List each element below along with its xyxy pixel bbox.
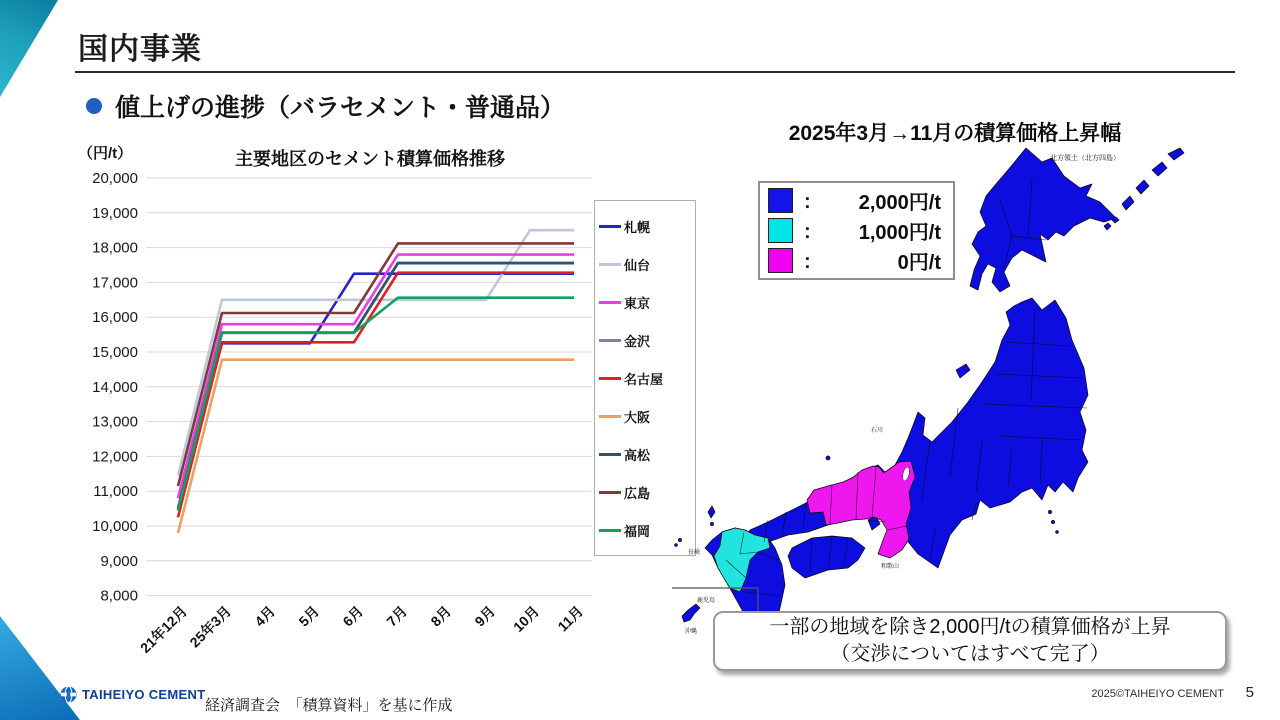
map-label-ishikawa: 石川 [870,428,884,434]
x-tick-label: 5月 [295,602,323,630]
y-tick-label: 15,000 [92,344,138,361]
y-tick-label: 19,000 [92,204,138,222]
legend-line-swatch [599,415,621,418]
map-legend-colon: ： [803,252,823,273]
copyright: 2025©TAIHEIYO CEMENT [1091,688,1224,700]
x-tick-label: 8月 [427,602,455,630]
title-divider [75,71,1235,73]
map-region-hokkaido [970,148,1116,292]
legend-line-swatch [599,225,621,228]
y-tick-label: 14,000 [92,378,138,396]
x-tick-label: 9月 [471,602,499,630]
map-legend-value: 0円/t [897,252,941,274]
page-number: 5 [1245,684,1254,701]
legend-line-swatch [599,453,621,456]
x-tick-label: 4月 [251,602,279,630]
map-label-okinawa: 沖縄 [684,629,698,635]
legend-line-swatch [599,377,621,380]
series-line-福岡 [178,298,574,511]
series-line-東京 [178,255,574,499]
x-tick-label: 6月 [339,602,367,630]
map-legend-colon: ： [803,222,823,243]
page-title: 国内事業 [78,33,202,66]
legend-label: 仙台 [624,257,651,273]
legend-line-swatch [599,339,621,342]
legend-label: 大阪 [624,409,651,425]
map-label-wakayama: 和歌山 [880,564,900,570]
price-chart-svg [60,160,620,675]
y-tick-label: 11,000 [93,483,138,501]
legend-label: 広島 [624,485,651,501]
callout-line1: 一部の地域を除き2,000円/tの積算価格が上昇 [769,616,1171,638]
japan-map-svg [660,140,1280,660]
y-tick-label: 13,000 [92,413,138,431]
subtitle-row [86,88,565,124]
company-logo [60,686,205,703]
y-tick-label: 16,000 [92,309,138,327]
x-tick-label: 25年3月 [186,602,235,651]
legend-label: 東京 [624,295,651,311]
map-legend-value: 2,000円/t [858,192,941,214]
map-island-izu2 [1051,520,1054,523]
y-tick-label: 10,000 [92,518,138,535]
map-label-kagoshima: 鹿児島 [696,598,716,604]
map-region-shikoku [788,536,865,578]
summary-callout [713,611,1227,671]
legend-line-swatch [599,491,621,494]
y-tick-label: 8,000 [100,587,138,605]
top-left-accent-triangle [0,0,58,97]
map-island-iki [710,522,713,525]
map-title: 2025年3月→11月の積算価格上昇幅 [788,122,1122,145]
map-label-nagasaki: 長崎 [687,550,700,556]
legend-label: 札幌 [624,219,651,235]
logo-text: TAIHEIYO CEMENT [82,687,206,702]
chart-unit-label: （円/t） [78,145,133,162]
y-tick-label: 18,000 [92,239,138,257]
source-note: 経済調査会 「積算資料」を基に作成 [205,697,453,714]
legend-label: 金沢 [624,333,651,349]
callout-line2: （交渉についてはすべて完了） [830,643,1110,665]
legend-label: 高松 [624,447,651,463]
legend-line-swatch [599,263,621,266]
x-tick-label: 21年12月 [136,602,191,656]
map-legend-value: 1,000円/t [858,222,941,244]
x-tick-label: 11月 [554,602,587,635]
y-tick-label: 9,000 [100,552,138,570]
map-island-goto1 [678,538,681,541]
map-island-goto2 [675,544,678,547]
series-line-名古屋 [178,273,574,518]
map-island-izu1 [1048,510,1051,513]
globe-icon [60,686,77,703]
map-island-izu3 [1056,531,1059,534]
legend-label: 福岡 [624,523,651,539]
legend-label: 名古屋 [624,371,664,387]
bullet-icon [86,98,102,114]
map-island-oki [826,456,830,460]
y-tick-label: 17,000 [92,274,138,292]
map-label-northern-territories: 北方領土（北方四島） [1050,155,1120,162]
legend-line-swatch [599,301,621,304]
map-legend-colon: ： [803,192,823,213]
legend-line-swatch [599,529,621,532]
x-tick-label: 10月 [509,602,543,636]
series-line-仙台 [178,230,574,475]
x-tick-label: 7月 [383,602,411,630]
map-region-okinawa [682,604,700,622]
chart-title: 主要地区のセメント積算価格推移 [235,149,505,169]
map-region-honshu [744,298,1088,568]
series-line-大阪 [178,360,574,533]
series-line-広島 [178,243,574,486]
y-tick-label: 20,000 [92,170,138,187]
subtitle: 値上げの進捗（バラセメント・普通品） [115,94,566,122]
y-tick-label: 12,000 [92,448,138,466]
